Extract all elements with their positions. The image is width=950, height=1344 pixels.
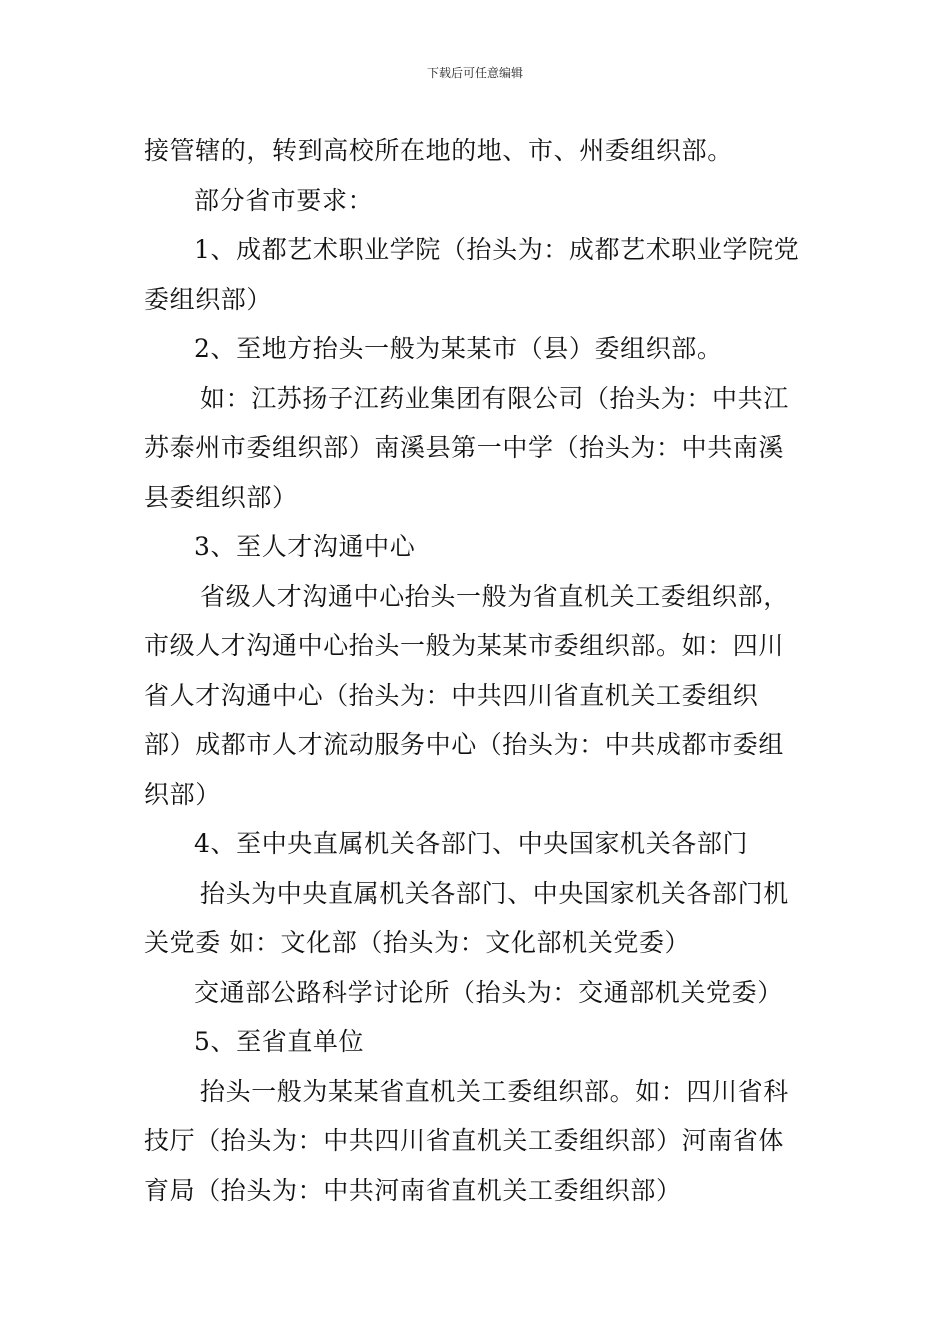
text-line: 织部） — [144, 779, 221, 809]
text-line: 5、至省直单位 — [194, 1027, 365, 1056]
section-heading: 部分省市要求： — [194, 185, 374, 215]
text-line: 委组织部） — [144, 284, 273, 314]
text-line: 市级人才沟通中心抬头一般为某某市委组织部。如：四川 — [144, 631, 785, 660]
text-line: 2、至地方抬头一般为某某市（县）委组织部。 — [194, 334, 723, 363]
text-line: 关党委 如：文化部（抬头为：文化部机关党委） — [144, 928, 691, 957]
text-line: 苏泰州市委组织部）南溪县第一中学（抬头为：中共南溪 — [144, 433, 785, 462]
text-line: 县委组织部） — [144, 482, 298, 512]
text-line: 抬头为中央直属机关各部门、中央国家机关各部门机 — [200, 878, 789, 908]
text-line: 育局（抬头为：中共河南省直机关工委组织部） — [144, 1175, 682, 1205]
text-line: 技厅（抬头为：中共四川省直机关工委组织部）河南省体 — [144, 1126, 785, 1155]
text-line: 如：江苏扬子江药业集团有限公司（抬头为：中共江 — [200, 383, 789, 413]
text-line: 1、成都艺术职业学院（抬头为：成都艺术职业学院党 — [194, 235, 800, 264]
text-line: 交通部公路科学讨论所（抬头为：交通部机关党委） — [194, 977, 783, 1007]
text-line: 4、至中央直属机关各部门、中央国家机关各部门 — [194, 829, 749, 858]
text-line: 省人才沟通中心（抬头为：中共四川省直机关工委组织 — [144, 680, 759, 710]
document-body — [144, 126, 810, 1215]
text-line: 省级人才沟通中心抬头一般为省直机关工委组织部， — [200, 581, 789, 611]
page-header: 下载后可任意编辑 — [426, 66, 523, 80]
text-line: 接管辖的，转到高校所在地的地、市、州委组织部。 — [144, 136, 733, 165]
text-line: 部）成都市人才流动服务中心（抬头为：中共成都市委组 — [144, 730, 785, 759]
text-line: 抬头一般为某某省直机关工委组织部。如：四川省科 — [200, 1076, 789, 1106]
text-line: 3、至人才沟通中心 — [194, 532, 416, 561]
